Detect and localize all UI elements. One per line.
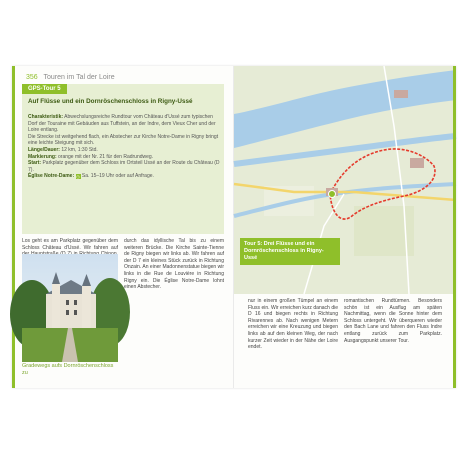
tour-title: Auf Flüsse und ein Dornröschenschloss in Rigny-Ussé xyxy=(28,98,193,105)
tour-details xyxy=(28,114,220,180)
right-text-column-2: romantischen Rundtürmen. Besonders schön ist ein Ausflug am späten Nachmittag, wenn die Sonne hinter dem Schloss untergeht. Wir überqueren wieder den Bach Lane und fahren den Fluss Indre entlang zurück zum Parkplatz. Ausgangspunkt unserer Tour. xyxy=(344,298,442,344)
tour-map xyxy=(234,66,456,294)
tour-church: Église Notre-Dame: ◷ Sa. 15–19 Uhr oder auf Anfrage. xyxy=(28,173,154,180)
left-page xyxy=(12,66,234,388)
castle-image xyxy=(22,254,118,362)
tour-length: Länge/Dauer: 12 km, 1:30 Std. xyxy=(28,146,98,153)
page-edge-bar xyxy=(12,66,15,388)
right-text-column-1: nur in einem großen Tümpel an einem Fluss ein. Wir erreichen kurz danach die D 16 und biegen rechts in Richtung Rivarennes ab. Nach wenigen Metern erreichen wir eine Kreuzung und biegen links ab auf den kleinen Weg, der nach kurzer Zeit wieder in der Nähe der Loire endet. xyxy=(248,298,338,351)
page-number: 356 xyxy=(26,74,38,81)
tour-info-box xyxy=(22,84,224,234)
running-header xyxy=(26,74,115,81)
tour-label: GPS-Tour 5 xyxy=(22,84,67,94)
page-edge-bar-right xyxy=(453,66,456,388)
tour-extra: Die Strecke ist weitgehend flach, ein Abstecher zur Kirche Notre-Dame in Rigny bringt eine leichte Steigung mit sich. xyxy=(28,133,219,147)
book-spread xyxy=(12,66,456,388)
castle-photo xyxy=(22,254,118,362)
tour-start: Start: Parkplatz gegenüber dem Schloss im Ortsteil Ussé an der Route du Château (D 7). xyxy=(28,160,220,173)
tour-charakteristik: Charakteristik: Abwechslungsreiche Rundtour vom Château d'Ussé zum typischen Dorf der Touraine mit Gebäuden aus Tuffstein, an der Indre, dem Vieux Cher und der Loire entlang. xyxy=(28,114,216,134)
map-label: Tour 5: Drei Flüsse und ein Dornröschenschloss in Rigny-Ussé xyxy=(240,238,340,265)
text-column-2: durch das idyllische Tal bis zu einem weiteren Brücke. Die Kirche Sainte-Tienne de Rigny biegen wir links ab. Wir fahren auf der D 7 ein kleines Stück zurück in Richtung Onzain. An einer Madonnenstatue biegen wir links in die Rue de Louvière in Richtung Rigny ein. Die Église Notre-Dame lohnt einen Abstecher. xyxy=(124,238,224,291)
clock-icon: ◷ xyxy=(76,173,80,179)
header-title: Touren im Tal der Loire xyxy=(43,74,115,81)
text-column-1: Los geht es am Parkplatz gegenüber dem Schloss Château d'Ussé. Wir fahren auf xyxy=(22,238,118,251)
tour-marking: Markierung: orange mit der Nr. 21 für den Radrundweg. xyxy=(28,153,154,160)
right-page xyxy=(234,66,456,388)
photo-caption: Gradewegs aufs Dornröschenschloss zu xyxy=(22,363,114,376)
